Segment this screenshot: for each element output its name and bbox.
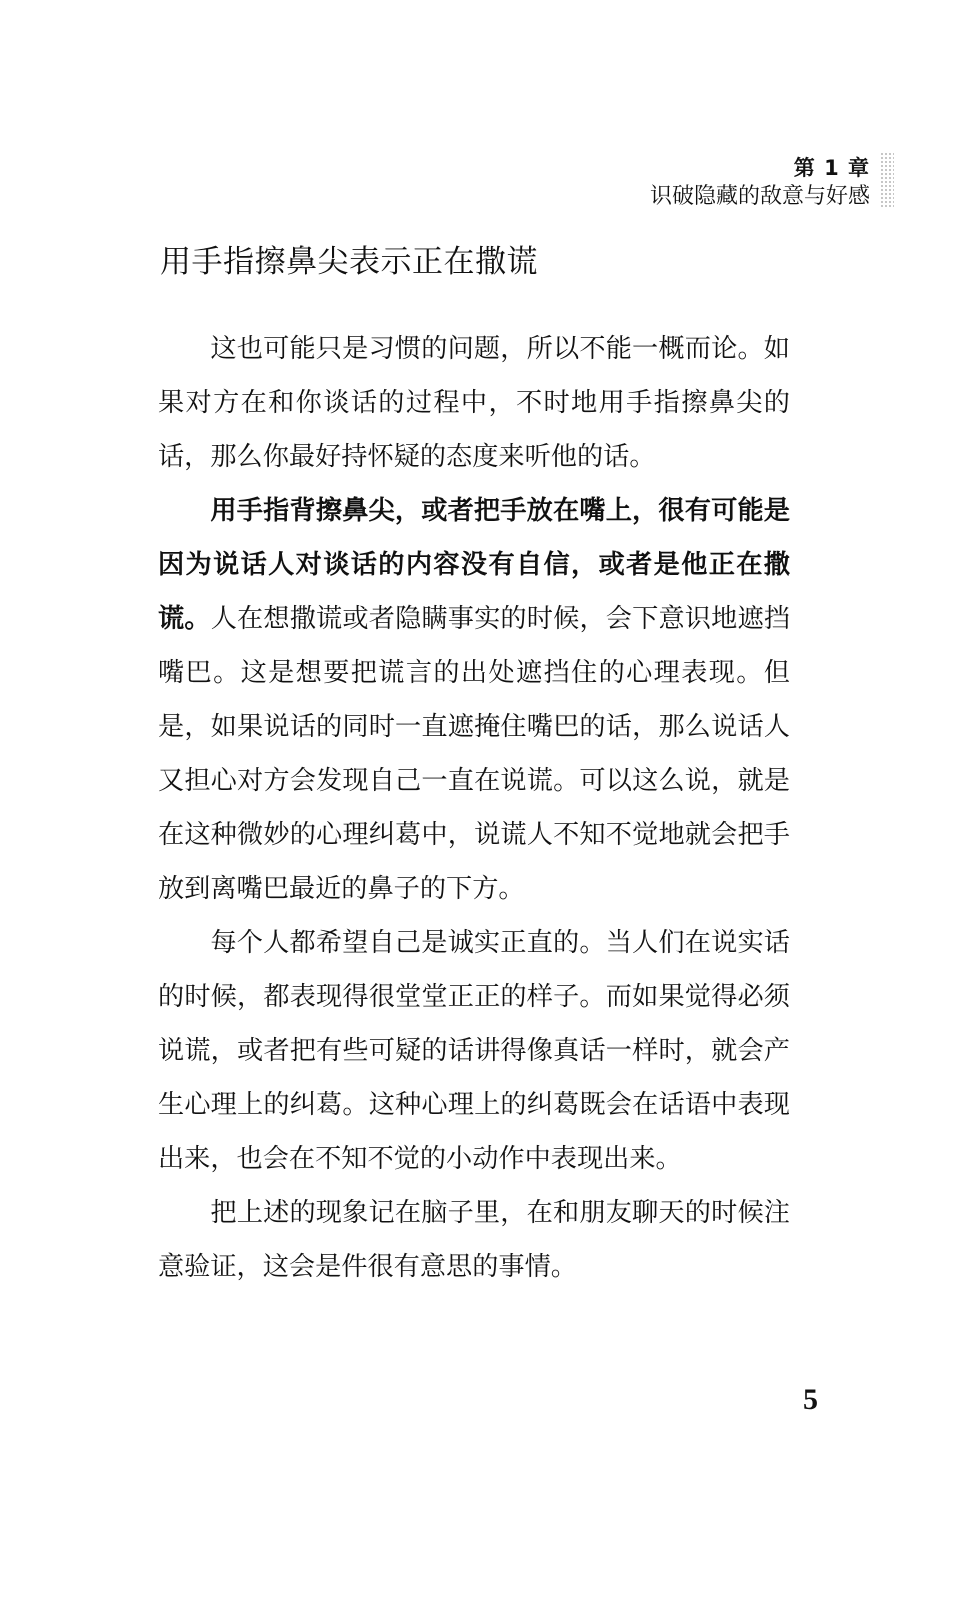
chapter-number: 第 1 章 — [793, 156, 870, 180]
paragraph-3: 每个人都希望自己是诚实正直的。当人们在说实话的时候，都表现得很堂堂正正的样子。而如果觉得必须说谎，或者把有些可疑的话讲得像真话一样时，就会产生心理上的纠葛。这种心理上的纠葛既会在话语中表现出来，也会在不知不觉的小动作中表现出来。 — [158, 928, 790, 1174]
paragraph-1: 这也可能只是习惯的问题，所以不能一概而论。如果对方在和你谈话的过程中，不时地用手指擦鼻尖的话，那么你最好持怀疑的态度来听他的话。 — [158, 334, 790, 472]
paragraph-2-text: 人在想撒谎或者隐瞒事实的时候，会下意识地遮挡嘴巴。这是想要把谎言的出处遮挡住的心理表现。但是，如果说话的同时一直遮掩住嘴巴的话，那么说话人又担心对方会发现自己一直在说谎。可以这么说，就是在这种微妙的心理纠葛中，说谎人不知不觉地就会把手放到离嘴巴最近的鼻子的下方。 — [158, 604, 791, 904]
body-text — [158, 322, 790, 1294]
paragraph-2 — [158, 484, 790, 916]
running-header — [650, 154, 870, 212]
header-decoration — [880, 152, 894, 208]
chapter-title: 识破隐藏的敌意与好感 — [649, 184, 870, 209]
page-number: 5 — [803, 1383, 818, 1416]
paragraph-2-emphasis: 用手指背擦鼻尖，或者把手放在嘴上，很有可能是因为说话人对谈话的内容没有自信，或者是他正在撒谎。 — [158, 495, 790, 634]
paragraph-4: 把上述的现象记在脑子里，在和朋友聊天的时候注意验证，这会是件很有意思的事情。 — [158, 1198, 790, 1282]
section-title: 用手指擦鼻尖表示正在撒谎 — [160, 244, 538, 280]
